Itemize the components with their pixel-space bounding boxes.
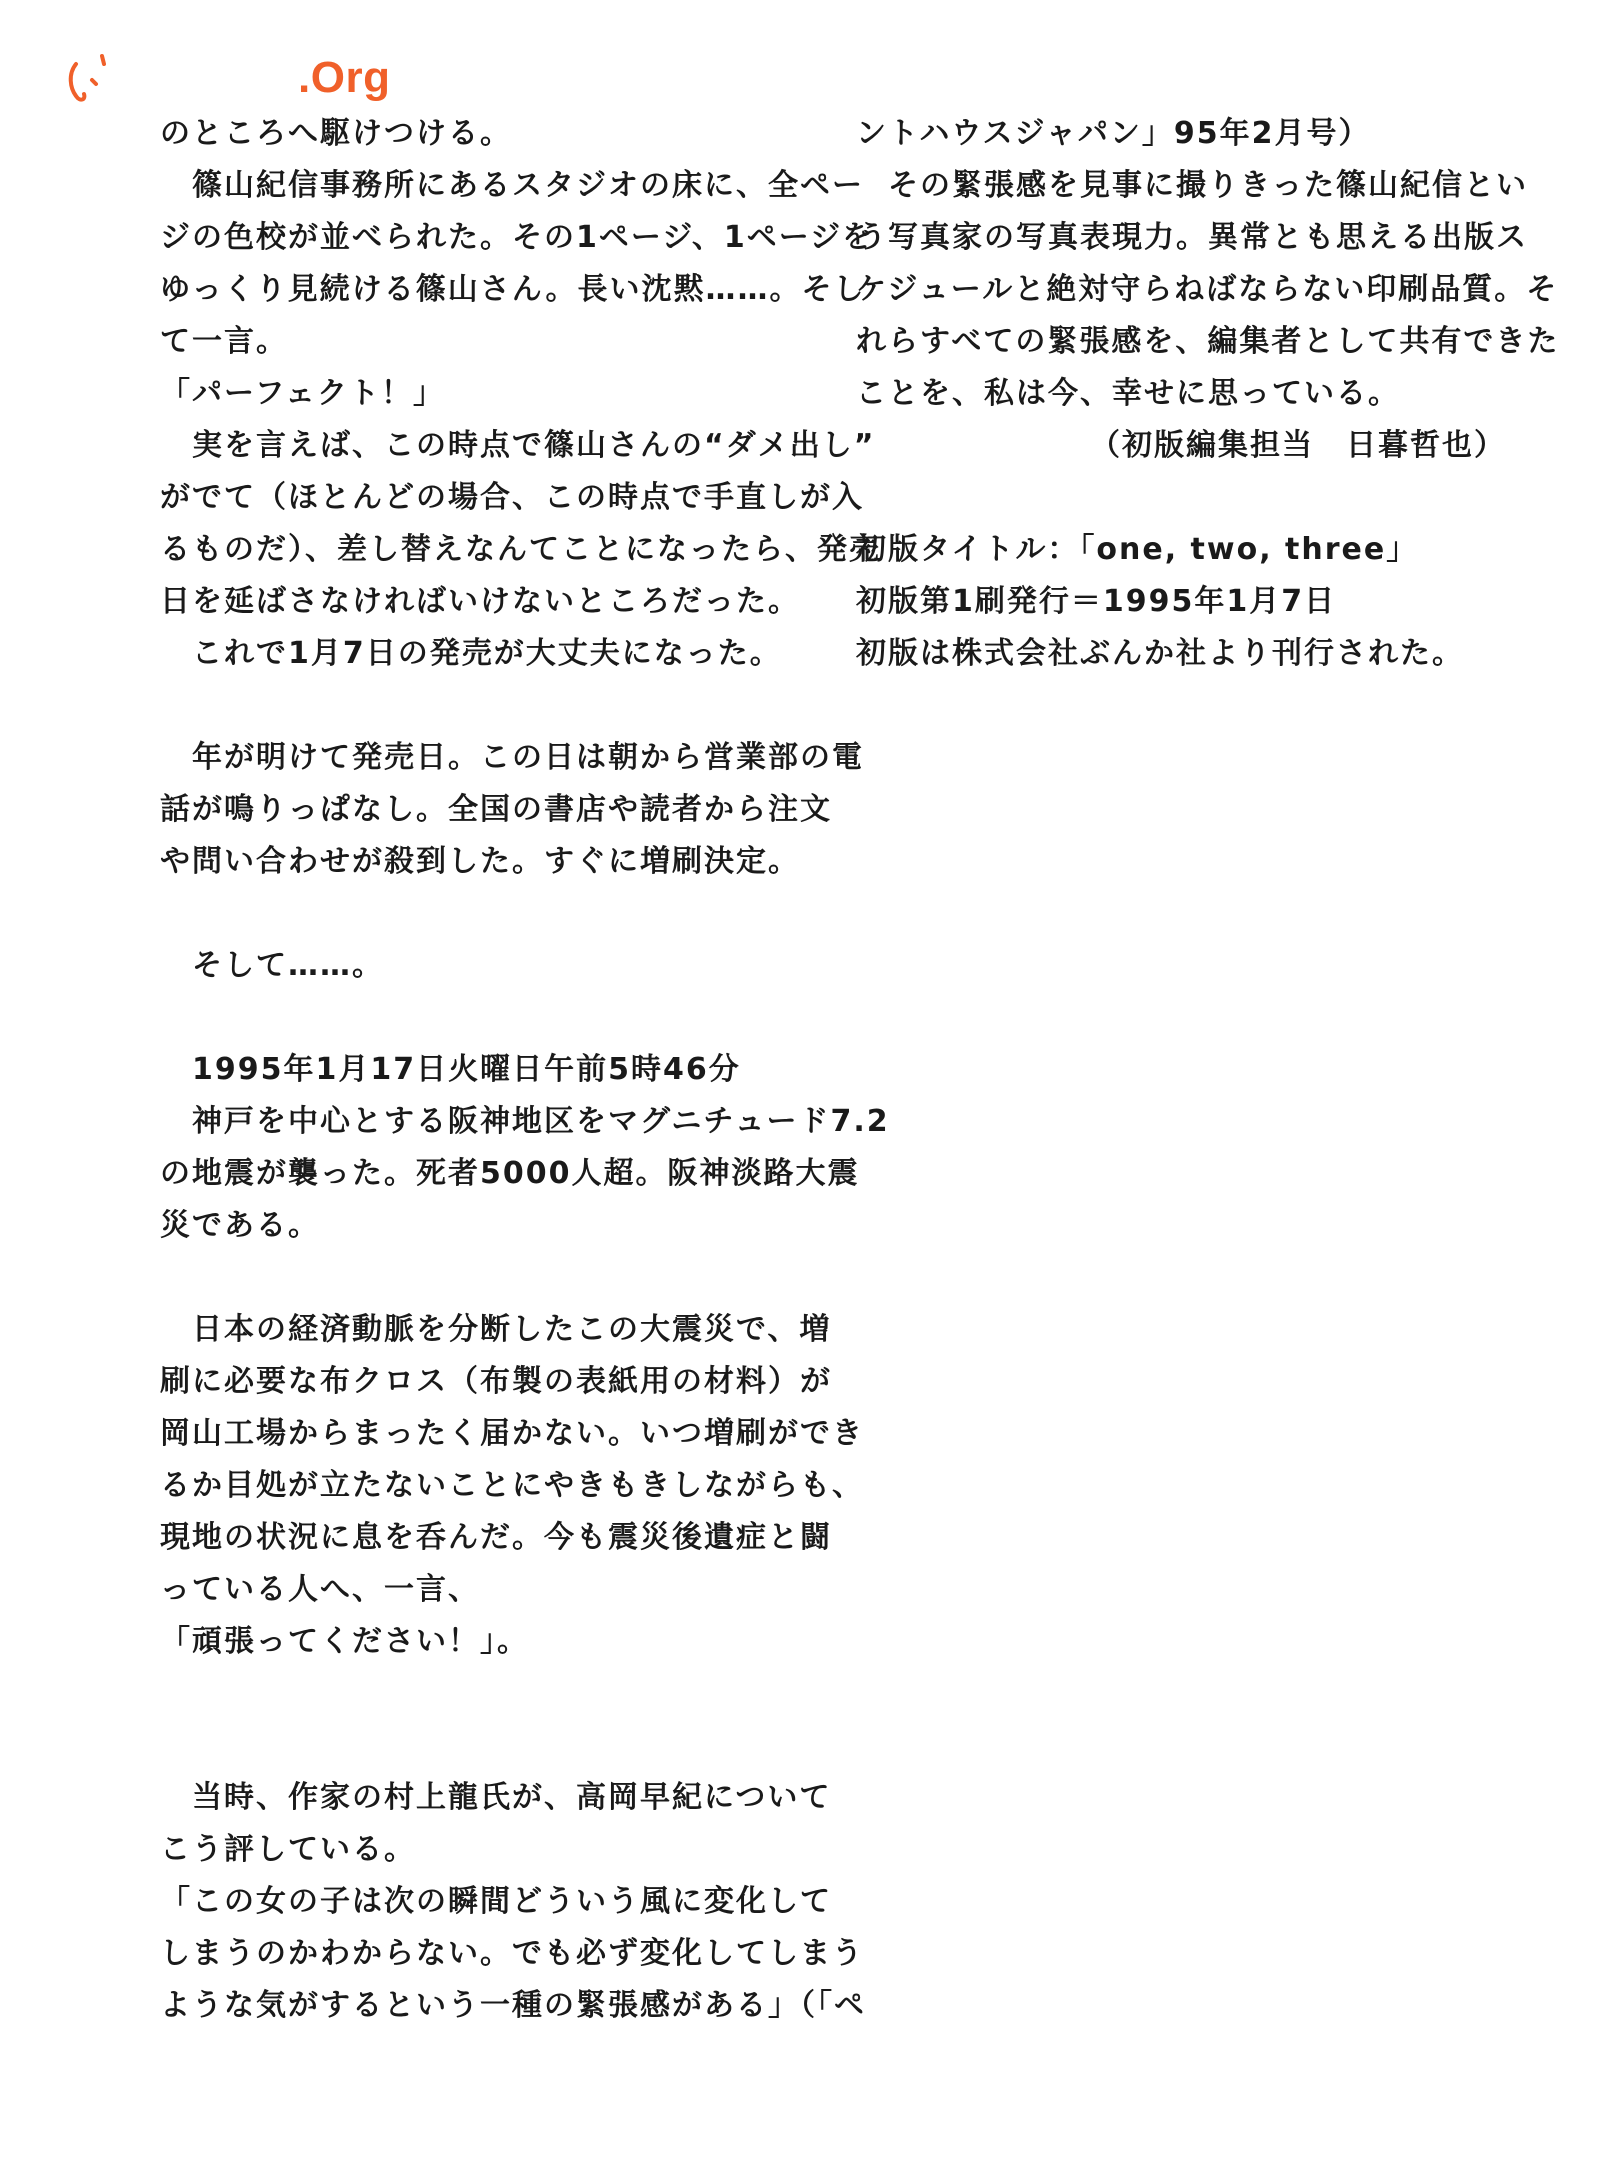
paragraph-gap xyxy=(160,1252,810,1304)
watermark-text: .Org xyxy=(298,53,391,102)
right-column xyxy=(856,108,1560,680)
paragraph-gap xyxy=(856,472,1506,524)
text-line: その緊張感を見事に撮りきった篠山紀信とい xyxy=(856,168,1528,203)
text-line: ゆっくり見続ける篠山さん。長い沈黙……。そし xyxy=(160,272,866,307)
text-line: 刷に必要な布クロス（布製の表紙用の材料）が xyxy=(160,1364,832,1399)
text-line: るか目処が立たないことにやきもきしながらも、 xyxy=(160,1468,864,1503)
text-line: これで1月7日の発売が大丈夫になった。 xyxy=(160,636,782,671)
text-line: るものだ）、差し替えなんてことになったら、発売 xyxy=(160,532,881,567)
text-line: 「頑張ってください！」。 xyxy=(160,1624,529,1659)
first-edition-title: 初版タイトル：「one, two, three」 xyxy=(856,532,1419,567)
text-line: れらすべての緊張感を、編集者として共有できた xyxy=(856,324,1560,359)
text-line: 日本の経済動脈を分断したこの大震災で、増 xyxy=(160,1312,832,1347)
squiggle-icon xyxy=(62,50,122,110)
text-line: がでて（ほとんどの場合、この時点で手直しが入 xyxy=(160,480,864,515)
text-line: 日を延ばさなければいけないところだった。 xyxy=(160,584,800,619)
text-line: て一言。 xyxy=(160,324,288,359)
text-line: う写真家の写真表現力。異常とも思える出版ス xyxy=(856,220,1528,255)
text-line: 「この女の子は次の瞬間どういう風に変化して xyxy=(160,1884,832,1919)
text-line: 当時、作家の村上龍氏が、高岡早紀について xyxy=(160,1780,832,1815)
text-line: そして……。 xyxy=(160,948,384,983)
text-line: こう評している。 xyxy=(160,1832,416,1867)
text-line: 「パーフェクト！」 xyxy=(160,376,445,411)
text-line: 話が鳴りっぱなし。全国の書店や読者から注文 xyxy=(160,792,832,827)
text-line: ケジュールと絶対守らねばならない印刷品質。そ xyxy=(856,272,1559,307)
text-line: のところへ駆けつける。 xyxy=(160,116,512,151)
text-line: ジの色校が並べられた。その1ページ、1ページを xyxy=(160,220,875,255)
text-line: 実を言えば、この時点で篠山さんの“ダメ出し” xyxy=(160,428,876,463)
paragraph-gap xyxy=(160,888,810,940)
text-line: 岡山工場からまったく届かない。いつ増刷ができ xyxy=(160,1416,864,1451)
text-line: っている人へ、一言、 xyxy=(160,1572,480,1607)
editor-credit: （初版編集担当 日暮哲也） xyxy=(1090,428,1506,463)
left-column xyxy=(160,108,890,2032)
text-line: 年が明けて発売日。この日は朝から営業部の電 xyxy=(160,740,864,775)
text-line: 篠山紀信事務所にあるスタジオの床に、全ペー xyxy=(160,168,864,203)
first-edition-date: 初版第1刷発行＝1995年1月7日 xyxy=(856,584,1337,619)
text-line: ことを、私は今、幸せに思っている。 xyxy=(856,376,1400,411)
text-line: の地震が襲った。死者5000人超。阪神淡路大震 xyxy=(160,1156,860,1191)
first-edition-publisher: 初版は株式会社ぶんか社より刊行された。 xyxy=(856,636,1464,671)
text-line: ントハウスジャパン」95年2月号） xyxy=(856,116,1371,151)
text-line: 災である。 xyxy=(160,1208,320,1243)
text-line: 神戸を中心とする阪神地区をマグニチュード7.2 xyxy=(160,1104,890,1139)
paragraph-gap xyxy=(160,992,810,1044)
paragraph-gap xyxy=(160,680,810,732)
text-line: 現地の状況に息を呑んだ。今も震災後遺症と闘 xyxy=(160,1520,832,1555)
text-line: ような気がするという一種の緊張感がある」（「ペ xyxy=(160,1988,866,2023)
text-line: しまうのかわからない。でも必ず変化してしまう xyxy=(160,1936,864,1971)
paragraph-gap xyxy=(160,1668,810,1772)
text-line: や問い合わせが殺到した。すぐに増刷決定。 xyxy=(160,844,800,879)
text-line: 1995年1月17日火曜日午前5時46分 xyxy=(160,1052,741,1087)
watermark-logo xyxy=(62,50,402,110)
